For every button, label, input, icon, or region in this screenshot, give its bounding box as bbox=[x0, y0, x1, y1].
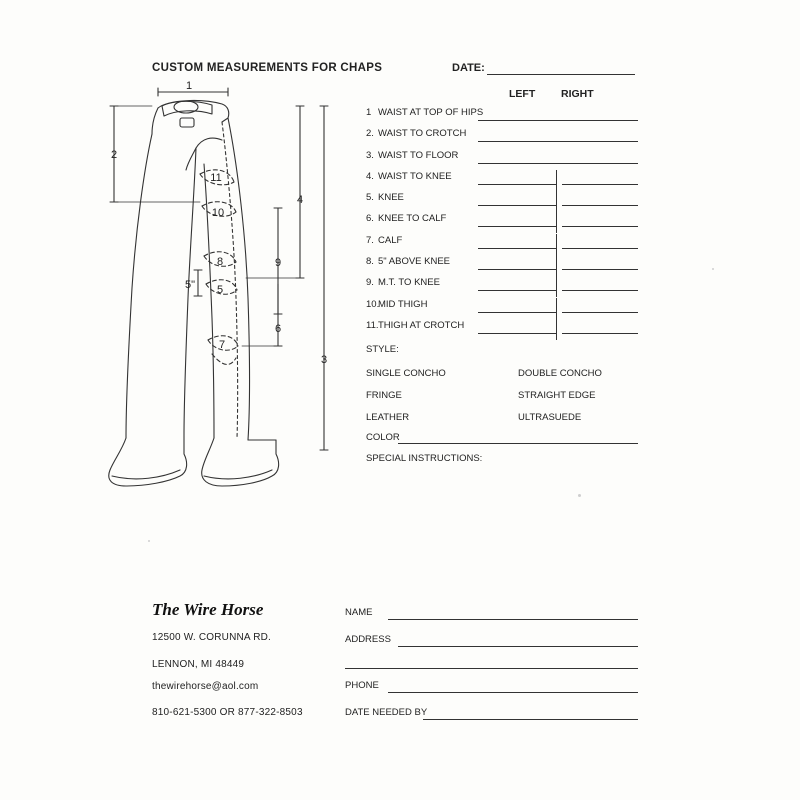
column-divider bbox=[556, 191, 557, 212]
callout-10: 10 bbox=[211, 207, 225, 219]
measurement-input-rule-left[interactable] bbox=[478, 333, 556, 334]
measurement-label: THIGH AT CROTCH bbox=[378, 319, 465, 331]
column-divider bbox=[556, 298, 557, 319]
paper-speck bbox=[578, 494, 581, 497]
measurement-number: 11. bbox=[366, 319, 379, 331]
callout-9: 9 bbox=[274, 257, 282, 269]
callout-5: 5 bbox=[216, 284, 224, 296]
measurement-number: 4. bbox=[366, 170, 374, 182]
color-input-rule[interactable] bbox=[398, 443, 638, 444]
measurement-input-rule-left[interactable] bbox=[478, 226, 556, 227]
page-title: CUSTOM MEASUREMENTS FOR CHAPS bbox=[152, 62, 383, 74]
customer-address-label: ADDRESS bbox=[345, 634, 391, 645]
measurement-list bbox=[366, 105, 638, 339]
color-label: COLOR bbox=[366, 432, 400, 443]
customer-name-rule[interactable] bbox=[388, 619, 638, 620]
date-needed-rule[interactable] bbox=[423, 719, 638, 720]
measurement-number: 5. bbox=[366, 192, 374, 204]
measurement-row bbox=[366, 318, 638, 339]
measurement-label: KNEE bbox=[378, 192, 404, 204]
company-phones: 810-621-5300 OR 877-322-8503 bbox=[152, 707, 303, 718]
customer-phone-rule[interactable] bbox=[388, 692, 638, 693]
measurement-number: 1 bbox=[366, 107, 372, 118]
callout-1: 1 bbox=[185, 80, 193, 92]
paper-speck bbox=[712, 268, 714, 270]
column-divider bbox=[556, 255, 557, 276]
style-option-leather[interactable]: LEATHER bbox=[366, 412, 410, 423]
callout-7: 7 bbox=[218, 339, 226, 351]
measurement-input-rule-left[interactable] bbox=[478, 290, 556, 291]
measurement-row bbox=[366, 297, 638, 318]
callout-6: 6 bbox=[274, 323, 282, 335]
style-option-double-concho[interactable]: DOUBLE CONCHO bbox=[518, 368, 602, 379]
callout-8: 8 bbox=[216, 256, 224, 268]
column-divider bbox=[556, 319, 557, 340]
callout-2: 2 bbox=[110, 149, 118, 161]
column-divider bbox=[556, 234, 557, 255]
measurement-row bbox=[366, 105, 638, 126]
measurement-row bbox=[366, 148, 638, 169]
paper-speck bbox=[148, 540, 150, 542]
column-divider bbox=[556, 212, 557, 233]
measurement-label: WAIST TO FLOOR bbox=[378, 149, 459, 161]
column-divider bbox=[556, 276, 557, 297]
column-divider bbox=[556, 170, 557, 191]
measurement-number: 10. bbox=[366, 298, 380, 310]
measurement-number: 9. bbox=[366, 277, 374, 289]
measurement-input-rule-left[interactable] bbox=[478, 184, 556, 185]
measurement-input-rule-left[interactable] bbox=[478, 269, 556, 270]
measurement-label: MID THIGH bbox=[378, 298, 428, 310]
callout-3: 3 bbox=[320, 354, 328, 366]
measurement-row bbox=[366, 126, 638, 147]
measurement-input-rule-right[interactable] bbox=[562, 184, 638, 185]
date-label: DATE: bbox=[452, 62, 485, 74]
measurement-label: WAIST TO CROTCH bbox=[378, 128, 467, 140]
company-email[interactable]: thewirehorse@aol.com bbox=[152, 681, 259, 692]
company-address-line1: 12500 W. CORUNNA RD. bbox=[152, 632, 272, 643]
company-address-line2: LENNON, MI 48449 bbox=[152, 659, 245, 670]
chaps-diagram bbox=[96, 78, 358, 488]
measurement-input-rule-right[interactable] bbox=[562, 333, 638, 334]
measurement-row bbox=[366, 254, 638, 275]
customer-address-rule-2[interactable] bbox=[345, 668, 638, 669]
measurement-input-rule-right[interactable] bbox=[562, 226, 638, 227]
measurement-row bbox=[366, 233, 638, 254]
callout-5in: 5" bbox=[184, 279, 196, 291]
column-header-right: RIGHT bbox=[561, 88, 594, 100]
chaps-diagram-svg bbox=[96, 78, 358, 488]
column-header-left: LEFT bbox=[509, 88, 536, 100]
measurement-input-rule[interactable] bbox=[478, 141, 638, 142]
measurement-row bbox=[366, 211, 638, 232]
measurement-row bbox=[366, 190, 638, 211]
style-option-straight-edge[interactable]: STRAIGHT EDGE bbox=[518, 390, 596, 401]
date-input-rule[interactable] bbox=[487, 74, 635, 75]
customer-name-label: NAME bbox=[345, 607, 373, 618]
measurement-label: WAIST TO KNEE bbox=[378, 170, 452, 182]
measurement-label: WAIST AT TOP OF HIPS bbox=[378, 107, 484, 118]
measurement-input-rule-left[interactable] bbox=[478, 248, 556, 249]
measurement-number: 2. bbox=[366, 128, 374, 140]
style-option-ultrasuede[interactable]: ULTRASUEDE bbox=[518, 412, 582, 423]
measurement-input-rule-right[interactable] bbox=[562, 269, 638, 270]
customer-phone-label: PHONE bbox=[345, 680, 379, 691]
measurement-input-rule-right[interactable] bbox=[562, 290, 638, 291]
measurement-input-rule[interactable] bbox=[478, 120, 638, 121]
style-option-fringe[interactable]: FRINGE bbox=[366, 390, 402, 401]
date-needed-label: DATE NEEDED BY bbox=[345, 707, 428, 718]
measurement-label: CALF bbox=[378, 234, 403, 246]
special-instructions-label: SPECIAL INSTRUCTIONS: bbox=[366, 453, 483, 464]
measurement-label: 5" ABOVE KNEE bbox=[378, 256, 451, 268]
measurement-input-rule-left[interactable] bbox=[478, 312, 556, 313]
callout-4: 4 bbox=[296, 194, 304, 206]
style-option-single-concho[interactable]: SINGLE CONCHO bbox=[366, 368, 446, 379]
measurement-input-rule-right[interactable] bbox=[562, 205, 638, 206]
measurement-input-rule[interactable] bbox=[478, 163, 638, 164]
measurement-label: M.T. TO KNEE bbox=[378, 277, 440, 289]
measurement-number: 7. bbox=[366, 234, 374, 246]
measurement-input-rule-right[interactable] bbox=[562, 312, 638, 313]
measurement-number: 6. bbox=[366, 213, 374, 225]
measurement-number: 3. bbox=[366, 149, 374, 161]
measurement-input-rule-right[interactable] bbox=[562, 248, 638, 249]
measurement-label: KNEE TO CALF bbox=[378, 213, 447, 225]
measurement-row bbox=[366, 169, 638, 190]
style-section-label: STYLE: bbox=[366, 344, 399, 355]
measurement-row bbox=[366, 275, 638, 296]
measurement-input-rule-left[interactable] bbox=[478, 205, 556, 206]
callout-11: 11 bbox=[210, 172, 222, 184]
company-name: The Wire Horse bbox=[152, 600, 264, 619]
measurement-number: 8. bbox=[366, 256, 374, 268]
customer-address-rule[interactable] bbox=[398, 646, 638, 647]
